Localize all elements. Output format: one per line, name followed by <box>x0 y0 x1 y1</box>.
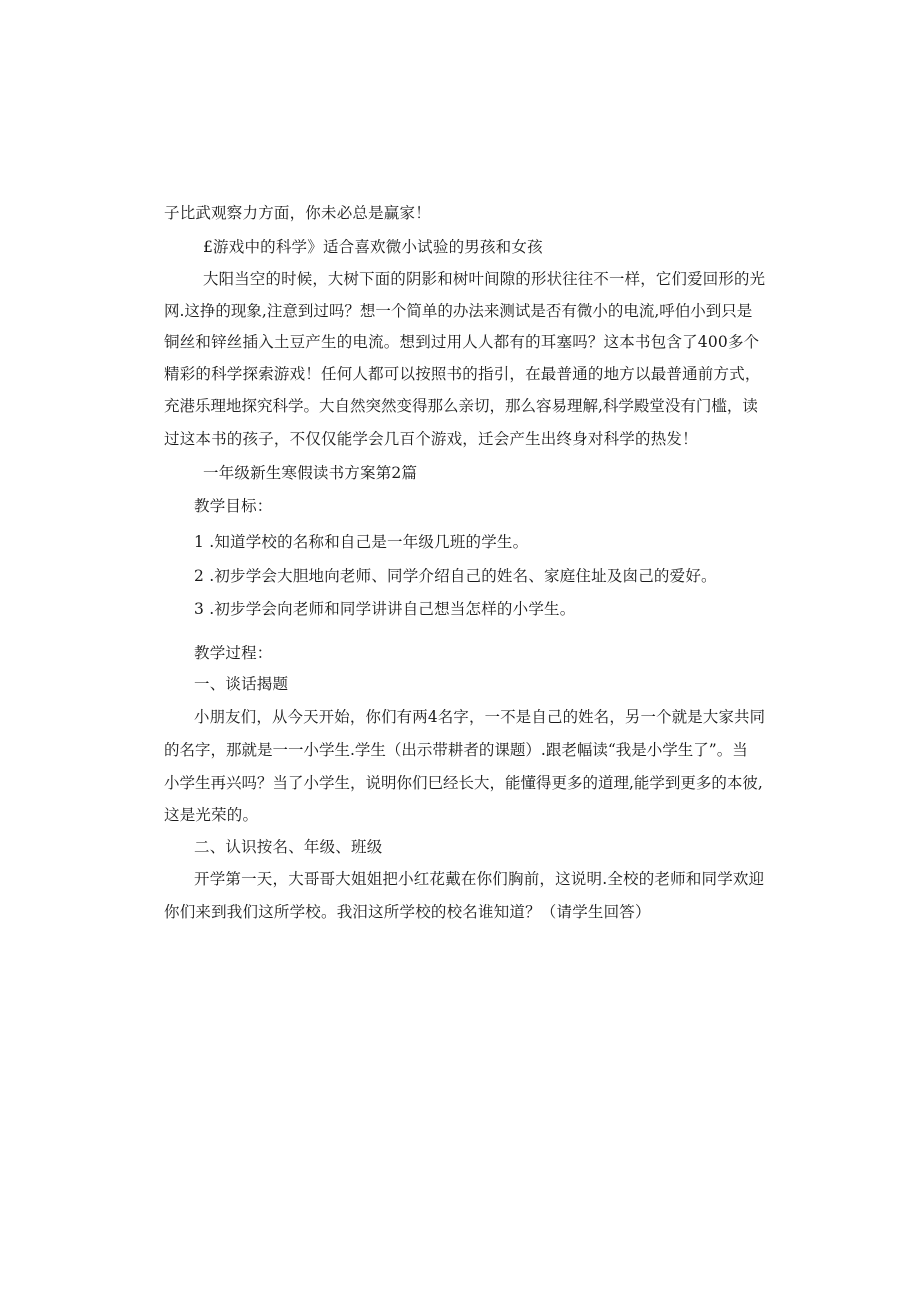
goal-item: 3 .初步学会向老师和同学讲讲自己想当怎样的小学生。 <box>194 600 576 618</box>
paragraph-line: 小学生再兴吗？当了小学生，说明你们巳经长大，能懂得更多的道理,能学到更多的本彼, <box>164 774 763 792</box>
paragraph-line: 你们来到我们这所学校。我汨这所学校的校名谁知道？（请学生回答） <box>164 903 651 921</box>
text-line: 子比武观察力方面，你未必总是赢家！ <box>164 204 431 222</box>
paragraph-line: 大阳当空的时候，大树下面的阴影和树叶间隙的形状往往不一样，它们爱回形的光 <box>203 270 766 288</box>
paragraph-line: 充港乐理地探究科学。大自然突然变得那么亲切，那么容易理解,科学殿堂没有门槛，读 <box>164 397 758 415</box>
book-title-line: £游戏中的科学》适合喜欢微小试验的男孩和女孩 <box>203 238 543 256</box>
paragraph-line: 精彩的科学探索游戏！任何人都可以按照书的指引，在最普通的地方以最普通前方式， <box>164 365 761 383</box>
paragraph-line: 过这本书的孩子，不仅仅能学会几百个游戏，迁会产生出终身对科学的热发！ <box>164 430 698 448</box>
subheading-goals: 教学目标： <box>194 497 273 515</box>
goal-item: 1 .知道学校的名称和自己是一年级几班的学生。 <box>194 533 529 551</box>
section-heading: 一年级新生寒假读书方案第2篇 <box>203 464 418 482</box>
subheading-process: 教学过程： <box>194 644 273 662</box>
paragraph-line: 小朋友们，从今天开始，你们有两4名字，一不是自己的姓名，另一个就是大家共同 <box>194 708 766 726</box>
step-heading: 二、认识按名、年级、班级 <box>194 838 383 856</box>
paragraph-line: 这是光荣的。 <box>164 806 259 824</box>
step-heading: 一、谈话揭题 <box>194 675 289 693</box>
paragraph-line: 网.这挣的现象,注意到过吗？想一个简单的办法来测试是否有微小的电流,呼伯小到只是 <box>164 302 753 320</box>
paragraph-line: 开学第一天，大哥哥大姐姐把小红花戴在你们胸前，这说明.全校的老师和同学欢迎 <box>194 870 765 888</box>
goal-item: 2 .初步学会大胆地向老师、同学介绍自己的姓名、家庭住址及囱己的爱好。 <box>194 567 717 585</box>
paragraph-line: 的名字，那就是一一小学生.学生（出示带耕者的课题）.跟老幅读“我是小学生了”。当 <box>164 741 748 759</box>
paragraph-line: 铜丝和锌丝插入土豆产生的电流。想到过用人人都有的耳塞吗？这本书包含了400多个 <box>164 333 760 351</box>
